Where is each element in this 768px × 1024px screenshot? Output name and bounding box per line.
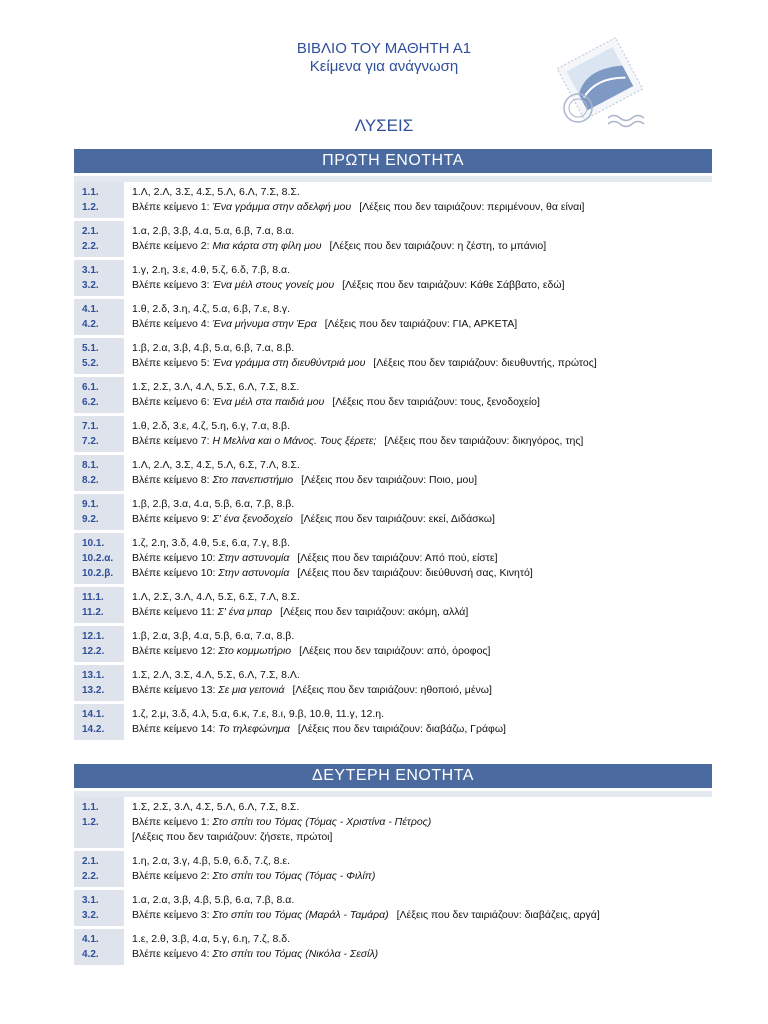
answer-key: 1.Λ, 2.Σ, 3.Λ, 4.Λ, 5.Σ, 6.Σ, 7.Λ, 8.Σ. [132,591,300,603]
answer-row [74,797,714,848]
section-title-2: ΔΕΥΤΕΡΗ ΕΝΟΤΗΤΑ [74,764,712,788]
exercise-number: 1.1. [82,187,99,198]
answer-key: 1.η, 2.α, 3.γ, 4.β, 5.θ, 6.δ, 7.ζ, 8.ε. [132,855,291,867]
answer-key: 1.θ, 2.δ, 3.η, 4.ζ, 5.α, 6.β, 7.ε, 8.γ. [132,303,291,315]
exercise-number: 3.2. [82,910,99,921]
exercise-number: 1.2. [82,817,99,828]
exercise-number: 13.1. [82,670,105,681]
answer-row [74,299,714,335]
answer-key: 1.Σ, 2.Σ, 3.Λ, 4.Λ, 5.Σ, 6.Λ, 7.Σ, 8.Σ. [132,381,300,393]
exercise-number: 8.2. [82,475,99,486]
exercise-number: 2.2. [82,871,99,882]
answer-key: 1.ε, 2.θ, 3.β, 4.α, 5.γ, 6.η, 7.ζ, 8.δ. [132,933,291,945]
exercise-number: 8.1. [82,460,99,471]
answer-row [74,260,714,296]
exercise-number: 11.1. [82,592,104,603]
exercise-number: 3.2. [82,280,99,291]
answer-key: 1.ζ, 2.μ, 3.δ, 4.λ, 5.α, 6.κ, 7.ε, 8.ι, 9.β, 10.θ, 11.γ, 12.η. [132,708,384,720]
answer-row [74,890,714,926]
answer-row [74,533,714,584]
exercise-number: 7.2. [82,436,99,447]
answer-key: 1.ζ, 2.η, 3.δ, 4.θ, 5.ε, 6.α, 7.γ, 8.β. [132,537,291,549]
exercise-number: 6.1. [82,382,99,393]
answer-row [74,494,714,530]
exercise-number: 1.2. [82,202,99,213]
section-1-answers [74,182,714,743]
answer-reference: Βλέπε κείμενο 14: Το τηλεφώνημα [Λέξεις που δεν ταιριάζουν: διαβάζω, Γράφω] [132,723,506,735]
answer-reference: Βλέπε κείμενο 5: Ένα γράμμα στη διευθύντριά μου [Λέξεις που δεν ταιριάζουν: διευθυντής, πρώτος] [132,357,597,369]
exercise-number: 9.2. [82,514,99,525]
answer-key: 1.Σ, 2.Λ, 3.Σ, 4.Λ, 5.Σ, 6.Λ, 7.Σ, 8.Λ. [132,669,300,681]
exercise-number: 10.2.β. [82,568,114,579]
answer-key: 1.Σ, 2.Σ, 3.Λ, 4.Σ, 5.Λ, 6.Λ, 7.Σ, 8.Σ. [132,801,300,813]
answer-reference: Βλέπε κείμενο 1: Ένα γράμμα στην αδελφή μου [Λέξεις που δεν ταιριάζουν: περιμένουν, θα είναι] [132,201,585,213]
answer-row [74,851,714,887]
answer-reference: Βλέπε κείμενο 2: Μια κάρτα στη φίλη μου [Λέξεις που δεν ταιριάζουν: η ζέστη, το μπάνιο] [132,240,547,252]
exercise-number: 10.1. [82,538,105,549]
exercise-number: 5.1. [82,343,99,354]
answer-row [74,338,714,374]
answer-row [74,704,714,740]
answer-key: 1.θ, 2.δ, 3.ε, 4.ζ, 5.η, 6.γ, 7.α, 8.β. [132,420,291,432]
answer-key: 1.β, 2.α, 3.β, 4.β, 5.α, 6.β, 7.α, 8.β. [132,342,295,354]
answer-row [74,626,714,662]
answer-key: 1.β, 2.α, 3.β, 4.α, 5.β, 6.α, 7.α, 8.β. [132,630,295,642]
answer-reference: Βλέπε κείμενο 9: Σ' ένα ξενοδοχείο [Λέξεις που δεν ταιριάζουν: εκεί, Διδάσκω] [132,513,495,525]
section-2-answers [74,797,714,968]
answer-row [74,221,714,257]
exercise-number: 3.1. [82,265,99,276]
exercise-number: 7.1. [82,421,99,432]
answer-reference: Βλέπε κείμενο 6: Ένα μέιλ στα παιδιά μου [Λέξεις που δεν ταιριάζουν: τους, ξενοδοχείο] [132,396,540,408]
exercise-number: 5.2. [82,358,99,369]
exercise-number: 3.1. [82,895,99,906]
exercise-number: 2.2. [82,241,99,252]
exercise-number: 2.1. [82,856,99,867]
exercise-number: 13.2. [82,685,105,696]
answer-row [74,665,714,701]
answer-reference: Βλέπε κείμενο 3: Στο σπίτι του Τόμας (Μαράλ - Ταμάρα) [Λέξεις που δεν ταιριάζουν: διαβάζεις, αργά] [132,909,600,921]
answer-row [74,182,714,218]
answer-row [74,455,714,491]
answer-key: 1.γ, 2.η, 3.ε, 4.θ, 5.ζ, 6.δ, 7.β, 8.α. [132,264,291,276]
answer-reference: Βλέπε κείμενο 10: Στην αστυνομία [Λέξεις που δεν ταιριάζουν: Από πού, είστε] [132,552,498,564]
exercise-number: 12.1. [82,631,105,642]
exercise-number: 11.2. [82,607,104,618]
answer-note: [Λέξεις που δεν ταιριάζουν: ζήσετε, πρώτοι] [132,831,333,843]
answer-key: 1.Λ, 2.Λ, 3.Σ, 4.Σ, 5.Λ, 6.Σ, 7.Λ, 8.Σ. [132,459,300,471]
answer-reference: Βλέπε κείμενο 13: Σε μια γειτονιά [Λέξεις που δεν ταιριάζουν: ηθοποιό, μένω] [132,684,492,696]
answer-key: 1.Λ, 2.Λ, 3.Σ, 4.Σ, 5.Λ, 6.Λ, 7.Σ, 8.Σ. [132,186,300,198]
section-title-1: ΠΡΩΤΗ ΕΝΟΤΗΤΑ [74,149,712,173]
answer-reference: Βλέπε κείμενο 11: Σ' ένα μπαρ [Λέξεις που δεν ταιριάζουν: ακόμη, αλλά] [132,606,469,618]
exercise-number: 9.1. [82,499,99,510]
exercise-number: 4.1. [82,304,99,315]
answer-reference: Βλέπε κείμενο 1: Στο σπίτι του Τόμας (Τόμας - Χριστίνα - Πέτρος) [132,816,432,828]
answer-reference: Βλέπε κείμενο 4: Στο σπίτι του Τόμας (Νικόλα - Σεσίλ) [132,948,379,960]
answer-key: 1.β, 2.β, 3.α, 4.α, 5.β, 6.α, 7.β, 8.β. [132,498,295,510]
exercise-number: 1.1. [82,802,99,813]
answer-reference: Βλέπε κείμενο 2: Στο σπίτι του Τόμας (Τόμας - Φιλίπ) [132,870,376,882]
book-title: ΒΙΒΛΙΟ ΤΟΥ ΜΑΘΗΤΗ Α1 [296,40,472,57]
answer-reference: Βλέπε κείμενο 12: Στο κομμωτήριο [Λέξεις που δεν ταιριάζουν: από, όροφος] [132,645,491,657]
answer-key: 1.α, 2.β, 3.β, 4.α, 5.α, 6.β, 7.α, 8.α. [132,225,295,237]
answer-reference: Βλέπε κείμενο 3: Ένα μέιλ στους γονείς μου [Λέξεις που δεν ταιριάζουν: Κάθε Σάββατο, εδώ] [132,279,565,291]
answer-row [74,587,714,623]
answer-reference: Βλέπε κείμενο 4: Ένα μήνυμα στην Έρα [Λέξεις που δεν ταιριάζουν: ΓΙΑ, ΑΡΚΕΤΑ] [132,318,518,330]
solutions-heading: ΛΥΣΕΙΣ [354,116,414,135]
answer-reference: Βλέπε κείμενο 8: Στο πανεπιστήμιο [Λέξεις που δεν ταιριάζουν: Ποιο, μου] [132,474,478,486]
book-subtitle: Κείμενα για ανάγνωση [309,58,459,75]
exercise-number: 12.2. [82,646,105,657]
exercise-number: 14.2. [82,724,105,735]
answer-reference: Βλέπε κείμενο 10: Στην αστυνομία [Λέξεις που δεν ταιριάζουν: διεύθυνσή σας, Κινητό] [132,567,533,579]
exercise-number: 4.2. [82,949,99,960]
exercise-number: 4.2. [82,319,99,330]
exercise-number: 4.1. [82,934,99,945]
answer-row [74,929,714,965]
answer-row [74,416,714,452]
answer-row [74,377,714,413]
exercise-number: 2.1. [82,226,99,237]
exercise-number: 14.1. [82,709,105,720]
answer-key: 1.α, 2.α, 3.β, 4.β, 5.β, 6.α, 7.β, 8.α. [132,894,295,906]
exercise-number: 6.2. [82,397,99,408]
exercise-number: 10.2.α. [82,553,114,564]
answer-reference: Βλέπε κείμενο 7: Η Μελίνα και ο Μάνος. Τους ξέρετε; [Λέξεις που δεν ταιριάζουν: δικηγόρος, της] [132,435,584,447]
